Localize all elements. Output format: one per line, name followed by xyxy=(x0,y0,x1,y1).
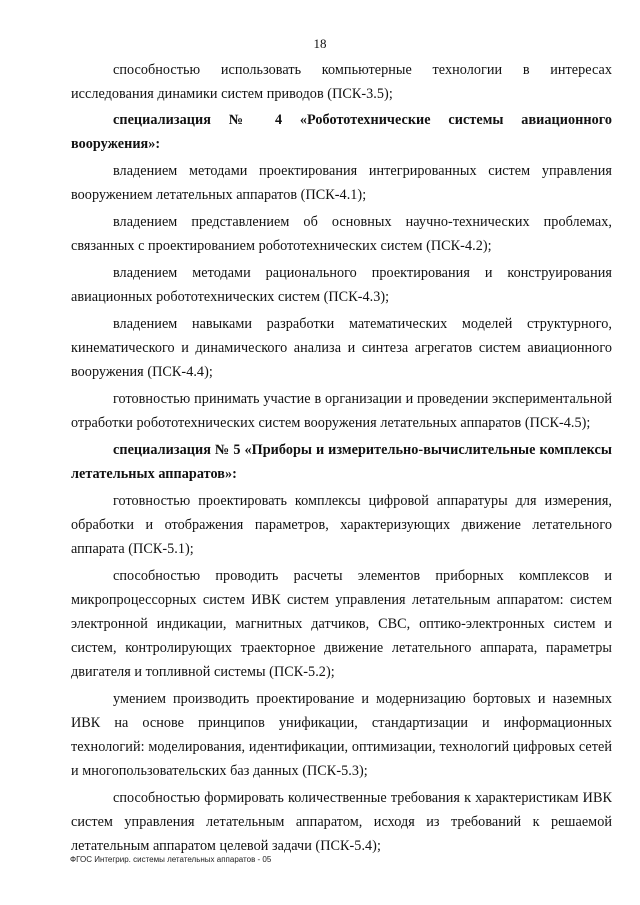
document-body xyxy=(71,58,612,861)
competency-psk-5-3: умением производить проектирование и модернизацию бортовых и наземных ИВК на основе принципов унификации, стандартизации и информационных технологий: моделирования, идентификации, оптимизации, технологий цифровых сетей и многопользовательских баз данных (ПСК-5.3); xyxy=(71,691,612,779)
competency-psk-5-2: способностью проводить расчеты элементов приборных комплексов и микропроцессорных систем ИВК систем управления летательным аппаратом: систем электронной индикации, магнитных датчиков, СВС, оптико-электронных систем и систем, контролирующих траекторное движение летательного аппарата, параметры двигателя и топливной системы (ПСК-5.2); xyxy=(71,568,612,680)
specialization-4-heading: специализация № 4 «Робототехнические системы авиационного вооружения»: xyxy=(71,112,612,152)
competency-psk-4-4: владением навыками разработки математических моделей структурного, кинематического и динамического анализа и синтеза агрегатов систем авиационного вооружения (ПСК-4.4); xyxy=(71,316,612,380)
competency-psk-5-4: способностью формировать количественные требования к характеристикам ИВК систем управления летательным аппаратом, исходя из требований к решаемой летательным аппаратом целевой задачи (ПСК-5.4); xyxy=(71,790,612,854)
competency-psk-3-5: способностью использовать компьютерные технологии в интересах исследования динамики систем приводов (ПСК-3.5); xyxy=(71,62,612,102)
page-number: 18 xyxy=(313,36,327,51)
competency-psk-5-1: готовностью проектировать комплексы цифровой аппаратуры для измерения, обработки и отображения параметров, характеризующих движение летательного аппарата (ПСК-5.1); xyxy=(71,493,612,557)
competency-psk-4-2: владением представлением об основных научно-технических проблемах, связанных с проектированием робототехнических систем (ПСК-4.2); xyxy=(71,214,612,254)
competency-psk-4-5: готовностью принимать участие в организации и проведении экспериментальной отработки робототехнических систем вооружения летательных аппаратов (ПСК-4.5); xyxy=(71,391,612,431)
specialization-5-heading: специализация № 5 «Приборы и измерительно-вычислительные комплексы летательных аппаратов»: xyxy=(71,442,612,482)
competency-psk-4-1: владением методами проектирования интегрированных систем управления вооружением летательных аппаратов (ПСК-4.1); xyxy=(71,163,612,203)
document-footer: ФГОС Интегрир. системы летательных аппаратов - 05 xyxy=(70,855,272,864)
competency-psk-4-3: владением методами рационального проектирования и конструирования авиационных робототехнических систем (ПСК-4.3); xyxy=(71,265,612,305)
